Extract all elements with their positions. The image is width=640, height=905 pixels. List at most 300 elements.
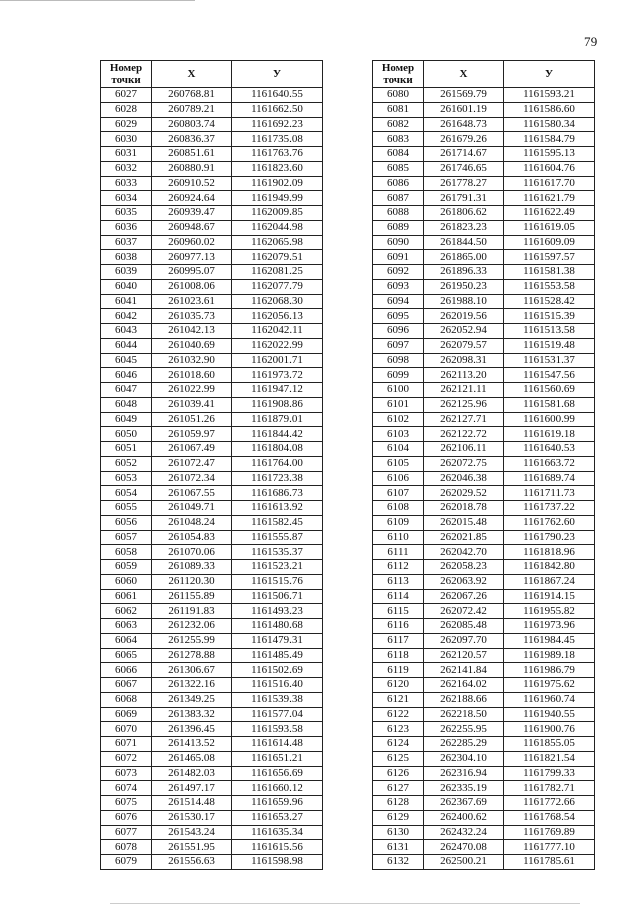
table-body — [101, 88, 323, 870]
cell-point-number: 6132 — [373, 855, 424, 870]
table-row — [373, 781, 595, 796]
cell-y: 1161582.45 — [232, 515, 323, 530]
cell-y: 1161799.33 — [504, 766, 595, 781]
cell-y: 1162009.85 — [232, 206, 323, 221]
table-row — [373, 442, 595, 457]
table-row — [373, 751, 595, 766]
table-row — [373, 471, 595, 486]
cell-point-number: 6118 — [373, 648, 424, 663]
table-row — [373, 604, 595, 619]
cell-x: 261530.17 — [152, 810, 232, 825]
cell-point-number: 6102 — [373, 412, 424, 427]
table-row — [101, 530, 323, 545]
cell-y: 1161790.23 — [504, 530, 595, 545]
table-row — [373, 678, 595, 693]
cell-x: 260851.61 — [152, 147, 232, 162]
cell-x: 261896.33 — [424, 265, 504, 280]
cell-y: 1161480.68 — [232, 619, 323, 634]
header-x: X — [152, 61, 232, 88]
table-row — [101, 427, 323, 442]
cell-y: 1161535.37 — [232, 545, 323, 560]
cell-x: 261514.48 — [152, 796, 232, 811]
cell-point-number: 6078 — [101, 840, 152, 855]
cell-point-number: 6116 — [373, 619, 424, 634]
cell-y: 1161581.68 — [504, 397, 595, 412]
table-row — [373, 456, 595, 471]
cell-point-number: 6108 — [373, 501, 424, 516]
cell-x: 261067.49 — [152, 442, 232, 457]
cell-y: 1161531.37 — [504, 353, 595, 368]
cell-x: 261072.34 — [152, 471, 232, 486]
cell-y: 1161973.72 — [232, 368, 323, 383]
cell-x: 261482.03 — [152, 766, 232, 781]
cell-x: 262046.38 — [424, 471, 504, 486]
cell-y: 1161640.55 — [232, 88, 323, 103]
cell-point-number: 6094 — [373, 294, 424, 309]
table-row — [101, 88, 323, 103]
cell-x: 262335.19 — [424, 781, 504, 796]
cell-x: 260836.37 — [152, 132, 232, 147]
table-row — [101, 855, 323, 870]
cell-x: 261556.63 — [152, 855, 232, 870]
cell-point-number: 6042 — [101, 309, 152, 324]
cell-x: 261497.17 — [152, 781, 232, 796]
cell-y: 1161960.74 — [504, 692, 595, 707]
table-row — [373, 825, 595, 840]
cell-y: 1161762.60 — [504, 515, 595, 530]
table-row — [373, 235, 595, 250]
cell-x: 261823.23 — [424, 220, 504, 235]
cell-x: 261040.69 — [152, 338, 232, 353]
cell-point-number: 6077 — [101, 825, 152, 840]
cell-x: 260960.02 — [152, 235, 232, 250]
cell-point-number: 6065 — [101, 648, 152, 663]
cell-point-number: 6066 — [101, 663, 152, 678]
coordinates-table-left — [100, 60, 323, 870]
cell-y: 1161640.53 — [504, 442, 595, 457]
table-row — [373, 560, 595, 575]
table-row — [373, 663, 595, 678]
table-row — [373, 412, 595, 427]
cell-point-number: 6091 — [373, 250, 424, 265]
table-row — [101, 486, 323, 501]
cell-y: 1161772.66 — [504, 796, 595, 811]
cell-point-number: 6059 — [101, 560, 152, 575]
table-row — [101, 751, 323, 766]
cell-point-number: 6074 — [101, 781, 152, 796]
cell-point-number: 6086 — [373, 176, 424, 191]
cell-x: 261988.10 — [424, 294, 504, 309]
cell-point-number: 6092 — [373, 265, 424, 280]
cell-x: 261322.16 — [152, 678, 232, 693]
cell-y: 1162042.11 — [232, 324, 323, 339]
cell-y: 1161940.55 — [504, 707, 595, 722]
cell-point-number: 6075 — [101, 796, 152, 811]
table-row — [101, 574, 323, 589]
cell-x: 260924.64 — [152, 191, 232, 206]
cell-x: 262316.94 — [424, 766, 504, 781]
cell-y: 1161737.22 — [504, 501, 595, 516]
table-row — [373, 840, 595, 855]
cell-point-number: 6089 — [373, 220, 424, 235]
cell-point-number: 6129 — [373, 810, 424, 825]
cell-y: 1161821.54 — [504, 751, 595, 766]
table-row — [101, 766, 323, 781]
table-row — [101, 250, 323, 265]
cell-x: 262367.69 — [424, 796, 504, 811]
cell-point-number: 6107 — [373, 486, 424, 501]
cell-y: 1161842.80 — [504, 560, 595, 575]
cell-x: 261035.73 — [152, 309, 232, 324]
cell-point-number: 6043 — [101, 324, 152, 339]
cell-y: 1161577.04 — [232, 707, 323, 722]
cell-point-number: 6068 — [101, 692, 152, 707]
cell-y: 1161902.09 — [232, 176, 323, 191]
cell-y: 1161867.24 — [504, 574, 595, 589]
cell-point-number: 6101 — [373, 397, 424, 412]
cell-x: 262113.20 — [424, 368, 504, 383]
cell-x: 262067.26 — [424, 589, 504, 604]
cell-x: 262500.21 — [424, 855, 504, 870]
header-y: У — [232, 61, 323, 88]
cell-y: 1161947.12 — [232, 383, 323, 398]
cell-y: 1161528.42 — [504, 294, 595, 309]
cell-y: 1161622.49 — [504, 206, 595, 221]
cell-y: 1161955.82 — [504, 604, 595, 619]
table-row — [373, 486, 595, 501]
cell-x: 260803.74 — [152, 117, 232, 132]
cell-x: 262121.11 — [424, 383, 504, 398]
cell-y: 1162081.25 — [232, 265, 323, 280]
cell-point-number: 6123 — [373, 722, 424, 737]
cell-x: 262072.42 — [424, 604, 504, 619]
cell-x: 261255.99 — [152, 633, 232, 648]
cell-x: 261950.23 — [424, 279, 504, 294]
cell-y: 1161908.86 — [232, 397, 323, 412]
cell-point-number: 6095 — [373, 309, 424, 324]
cell-point-number: 6028 — [101, 102, 152, 117]
table-row — [373, 397, 595, 412]
cell-x: 260995.07 — [152, 265, 232, 280]
cell-x: 261865.00 — [424, 250, 504, 265]
cell-x: 262304.10 — [424, 751, 504, 766]
cell-y: 1161785.61 — [504, 855, 595, 870]
cell-x: 262018.78 — [424, 501, 504, 516]
cell-x: 261089.33 — [152, 560, 232, 575]
cell-x: 261306.67 — [152, 663, 232, 678]
cell-x: 262127.71 — [424, 412, 504, 427]
cell-x: 261413.52 — [152, 737, 232, 752]
cell-point-number: 6055 — [101, 501, 152, 516]
cell-x: 261008.06 — [152, 279, 232, 294]
cell-y: 1161485.49 — [232, 648, 323, 663]
cell-x: 261396.45 — [152, 722, 232, 737]
cell-point-number: 6100 — [373, 383, 424, 398]
cell-point-number: 6027 — [101, 88, 152, 103]
table-row — [101, 604, 323, 619]
cell-point-number: 6073 — [101, 766, 152, 781]
cell-x: 261679.26 — [424, 132, 504, 147]
cell-point-number: 6045 — [101, 353, 152, 368]
table-row — [101, 810, 323, 825]
cell-x: 261278.88 — [152, 648, 232, 663]
cell-point-number: 6120 — [373, 678, 424, 693]
cell-x: 262015.48 — [424, 515, 504, 530]
cell-y: 1162044.98 — [232, 220, 323, 235]
cell-y: 1161711.73 — [504, 486, 595, 501]
page-number: 79 — [584, 34, 598, 49]
cell-point-number: 6081 — [373, 102, 424, 117]
table-row — [373, 589, 595, 604]
cell-point-number: 6090 — [373, 235, 424, 250]
cell-point-number: 6044 — [101, 338, 152, 353]
cell-y: 1161555.87 — [232, 530, 323, 545]
cell-y: 1161686.73 — [232, 486, 323, 501]
cell-x: 261806.62 — [424, 206, 504, 221]
cell-y: 1161519.48 — [504, 338, 595, 353]
cell-x: 262097.70 — [424, 633, 504, 648]
cell-point-number: 6029 — [101, 117, 152, 132]
cell-point-number: 6071 — [101, 737, 152, 752]
coordinates-table-right — [372, 60, 595, 870]
cell-x: 262470.08 — [424, 840, 504, 855]
table-row — [373, 191, 595, 206]
cell-point-number: 6087 — [373, 191, 424, 206]
cell-y: 1161844.42 — [232, 427, 323, 442]
table-row — [373, 161, 595, 176]
cell-point-number: 6064 — [101, 633, 152, 648]
cell-y: 1161663.72 — [504, 456, 595, 471]
cell-y: 1161659.96 — [232, 796, 323, 811]
cell-y: 1161656.69 — [232, 766, 323, 781]
cell-y: 1161506.71 — [232, 589, 323, 604]
cell-x: 261054.83 — [152, 530, 232, 545]
cell-x: 260880.91 — [152, 161, 232, 176]
table-row — [101, 648, 323, 663]
cell-x: 261569.79 — [424, 88, 504, 103]
cell-point-number: 6127 — [373, 781, 424, 796]
cell-point-number: 6040 — [101, 279, 152, 294]
cell-point-number: 6103 — [373, 427, 424, 442]
cell-point-number: 6079 — [101, 855, 152, 870]
table-row — [101, 220, 323, 235]
cell-y: 1161855.05 — [504, 737, 595, 752]
cell-y: 1161984.45 — [504, 633, 595, 648]
cell-y: 1161493.23 — [232, 604, 323, 619]
cell-y: 1161513.58 — [504, 324, 595, 339]
table-row — [101, 471, 323, 486]
cell-point-number: 6082 — [373, 117, 424, 132]
table-row — [373, 220, 595, 235]
cell-y: 1161692.23 — [232, 117, 323, 132]
cell-x: 261383.32 — [152, 707, 232, 722]
cell-x: 261049.71 — [152, 501, 232, 516]
cell-x: 261543.24 — [152, 825, 232, 840]
table-row — [101, 191, 323, 206]
cell-y: 1161586.60 — [504, 102, 595, 117]
cell-point-number: 6110 — [373, 530, 424, 545]
cell-y: 1161615.56 — [232, 840, 323, 855]
cell-y: 1161879.01 — [232, 412, 323, 427]
cell-point-number: 6058 — [101, 545, 152, 560]
cell-x: 262058.23 — [424, 560, 504, 575]
cell-y: 1162001.71 — [232, 353, 323, 368]
cell-y: 1161662.50 — [232, 102, 323, 117]
table-row — [373, 102, 595, 117]
table-row — [373, 810, 595, 825]
cell-x: 261791.31 — [424, 191, 504, 206]
cell-y: 1161818.96 — [504, 545, 595, 560]
cell-point-number: 6131 — [373, 840, 424, 855]
table-row — [101, 678, 323, 693]
cell-x: 261032.90 — [152, 353, 232, 368]
table-row — [373, 737, 595, 752]
cell-x: 261120.30 — [152, 574, 232, 589]
table-row — [373, 338, 595, 353]
cell-y: 1162022.99 — [232, 338, 323, 353]
table-row — [101, 796, 323, 811]
table-row — [101, 161, 323, 176]
table-row — [101, 663, 323, 678]
cell-y: 1161593.58 — [232, 722, 323, 737]
table-row — [373, 368, 595, 383]
cell-point-number: 6030 — [101, 132, 152, 147]
cell-y: 1161604.76 — [504, 161, 595, 176]
cell-point-number: 6052 — [101, 456, 152, 471]
cell-point-number: 6122 — [373, 707, 424, 722]
cell-x: 261648.73 — [424, 117, 504, 132]
cell-point-number: 6126 — [373, 766, 424, 781]
cell-point-number: 6060 — [101, 574, 152, 589]
cell-point-number: 6076 — [101, 810, 152, 825]
cell-x: 262085.48 — [424, 619, 504, 634]
cell-x: 260910.52 — [152, 176, 232, 191]
table-row — [101, 619, 323, 634]
table-row — [373, 796, 595, 811]
table-row — [101, 825, 323, 840]
table-body — [373, 88, 595, 870]
cell-x: 261042.13 — [152, 324, 232, 339]
cell-point-number: 6085 — [373, 161, 424, 176]
cell-point-number: 6096 — [373, 324, 424, 339]
cell-x: 262285.29 — [424, 737, 504, 752]
table-row — [373, 309, 595, 324]
cell-x: 261746.65 — [424, 161, 504, 176]
table-row — [101, 309, 323, 324]
cell-y: 1162079.51 — [232, 250, 323, 265]
table-row — [373, 722, 595, 737]
cell-point-number: 6088 — [373, 206, 424, 221]
cell-x: 261349.25 — [152, 692, 232, 707]
cell-point-number: 6117 — [373, 633, 424, 648]
cell-y: 1161516.40 — [232, 678, 323, 693]
table-row — [101, 560, 323, 575]
table-row — [101, 412, 323, 427]
table-row — [101, 840, 323, 855]
cell-point-number: 6032 — [101, 161, 152, 176]
cell-x: 262019.56 — [424, 309, 504, 324]
table-header-row — [101, 61, 323, 88]
cell-point-number: 6049 — [101, 412, 152, 427]
cell-y: 1161975.62 — [504, 678, 595, 693]
table-row — [373, 176, 595, 191]
table-row — [373, 88, 595, 103]
cell-x: 260939.47 — [152, 206, 232, 221]
cell-y: 1161763.76 — [232, 147, 323, 162]
cell-x: 262021.85 — [424, 530, 504, 545]
table-row — [101, 102, 323, 117]
cell-point-number: 6035 — [101, 206, 152, 221]
cell-x: 262052.94 — [424, 324, 504, 339]
table-row — [101, 294, 323, 309]
cell-y: 1161651.21 — [232, 751, 323, 766]
cell-point-number: 6057 — [101, 530, 152, 545]
table-row — [373, 383, 595, 398]
cell-x: 261018.60 — [152, 368, 232, 383]
cell-y: 1161597.57 — [504, 250, 595, 265]
cell-point-number: 6053 — [101, 471, 152, 486]
cell-y: 1161973.96 — [504, 619, 595, 634]
table-row — [373, 766, 595, 781]
cell-x: 261778.27 — [424, 176, 504, 191]
header-point-number: Номер точки — [101, 61, 152, 88]
cell-x: 261551.95 — [152, 840, 232, 855]
cell-y: 1161689.74 — [504, 471, 595, 486]
cell-x: 261465.08 — [152, 751, 232, 766]
cell-y: 1161614.48 — [232, 737, 323, 752]
table-row — [101, 707, 323, 722]
cell-y: 1161560.69 — [504, 383, 595, 398]
cell-y: 1161621.79 — [504, 191, 595, 206]
table-row — [101, 176, 323, 191]
cell-x: 262120.57 — [424, 648, 504, 663]
scan-edge-top — [0, 0, 195, 1]
cell-x: 261059.97 — [152, 427, 232, 442]
table-row — [373, 250, 595, 265]
cell-point-number: 6114 — [373, 589, 424, 604]
cell-point-number: 6061 — [101, 589, 152, 604]
header-point-number: Номер точки — [373, 61, 424, 88]
cell-point-number: 6119 — [373, 663, 424, 678]
cell-point-number: 6104 — [373, 442, 424, 457]
table-row — [373, 353, 595, 368]
cell-x: 262188.66 — [424, 692, 504, 707]
table-row — [373, 206, 595, 221]
cell-y: 1161595.13 — [504, 147, 595, 162]
cell-point-number: 6080 — [373, 88, 424, 103]
cell-x: 260977.13 — [152, 250, 232, 265]
cell-point-number: 6062 — [101, 604, 152, 619]
table-row — [101, 722, 323, 737]
cell-y: 1161609.09 — [504, 235, 595, 250]
cell-point-number: 6034 — [101, 191, 152, 206]
table-row — [101, 545, 323, 560]
cell-x: 262125.96 — [424, 397, 504, 412]
table-row — [373, 574, 595, 589]
cell-y: 1161515.76 — [232, 574, 323, 589]
table-row — [101, 368, 323, 383]
cell-x: 261051.26 — [152, 412, 232, 427]
cell-point-number: 6105 — [373, 456, 424, 471]
cell-point-number: 6112 — [373, 560, 424, 575]
cell-x: 261844.50 — [424, 235, 504, 250]
cell-y: 1162065.98 — [232, 235, 323, 250]
cell-point-number: 6099 — [373, 368, 424, 383]
table-row — [101, 117, 323, 132]
cell-y: 1161782.71 — [504, 781, 595, 796]
table-row — [101, 692, 323, 707]
cell-x: 262079.57 — [424, 338, 504, 353]
